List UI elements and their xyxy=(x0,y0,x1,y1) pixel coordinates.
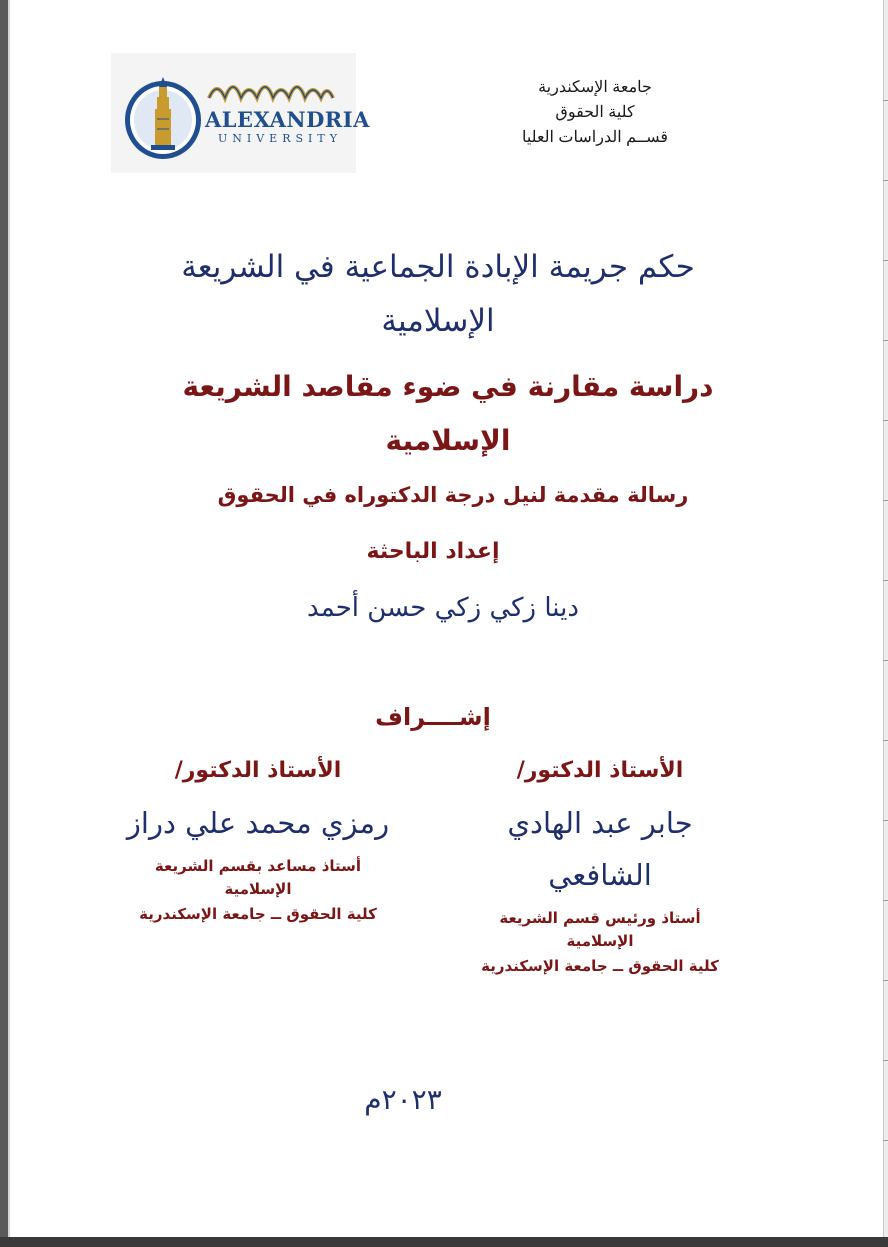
supervisor-2-name: رمزي محمد علي دراز xyxy=(126,806,390,840)
ruler-tick xyxy=(883,1140,888,1141)
university-name: جامعة الإسكندرية xyxy=(538,79,652,96)
ruler-tick xyxy=(883,740,888,741)
supervisor-1-faculty: كلية الحقوق ــ جامعة الإسكندرية xyxy=(481,957,719,975)
supervisor-1-role-line1: أستاذ ورئيس قسم الشريعة xyxy=(499,909,701,927)
supervisor-1-name-line1: جابر عبد الهادي xyxy=(507,806,693,840)
supervisor-1 xyxy=(435,755,765,979)
supervisor-2-role-line2: الإسلامية xyxy=(224,880,292,898)
ruler-tick xyxy=(883,900,888,901)
thesis-title-line2: الإسلامية xyxy=(381,303,495,339)
ruler-tick xyxy=(883,580,888,581)
thesis-title-line1: حكم جريمة الإبادة الجماعية في الشريعة xyxy=(181,249,695,285)
thesis-subtitle-line2: الإسلامية xyxy=(385,424,511,457)
ruler-tick xyxy=(883,340,888,341)
ruler-tick xyxy=(883,660,888,661)
ruler-tick xyxy=(883,260,888,261)
thesis-subtitle xyxy=(148,360,748,468)
prepared-by-label: إعداد الباحثة xyxy=(366,539,500,564)
supervisor-2-faculty: كلية الحقوق ــ جامعة الإسكندرية xyxy=(139,905,377,923)
department-name: قســم الدراسات العليا xyxy=(521,129,669,146)
researcher-name: دينا زكي زكي حسن أحمد xyxy=(307,593,579,623)
degree-statement: رسالة مقدمة لنيل درجة الدكتوراه في الحقوق xyxy=(217,483,689,507)
thesis-year: ٢٠٢٣م xyxy=(364,1083,442,1116)
ruler-tick xyxy=(883,820,888,821)
thesis-subtitle-line1: دراسة مقارنة في ضوء مقاصد الشريعة xyxy=(182,370,714,403)
institution-header xyxy=(485,75,705,150)
logo-arabic-text xyxy=(207,69,353,70)
ruler-tick xyxy=(883,180,888,181)
window-bottom-bar xyxy=(0,1237,888,1247)
thesis-title xyxy=(138,240,738,348)
vertical-ruler xyxy=(883,0,888,1237)
ruler-tick xyxy=(883,100,888,101)
window-left-border xyxy=(0,0,8,1247)
supervisor-2-title: الأستاذ الدكتور/ xyxy=(174,758,342,783)
supervisor-1-name-line2: الشافعي xyxy=(548,858,652,892)
university-logo xyxy=(111,53,370,173)
logo-english-name: ALEXANDRIA xyxy=(205,107,370,132)
ruler-tick xyxy=(883,980,888,981)
supervisor-2 xyxy=(88,755,428,927)
supervisor-1-title: الأستاذ الدكتور/ xyxy=(516,758,684,783)
logo-english-sub: UNIVERSITY xyxy=(218,132,342,145)
document-page xyxy=(10,0,883,1237)
ruler-tick xyxy=(883,420,888,421)
supervisor-1-role-line2: الإسلامية xyxy=(566,932,634,950)
faculty-name: كلية الحقوق xyxy=(555,104,635,121)
supervision-label: إشــــراف xyxy=(375,703,491,731)
ruler-tick xyxy=(883,1060,888,1061)
supervisor-2-role-line1: أستاذ مساعد بقسم الشريعة xyxy=(154,857,362,875)
ruler-tick xyxy=(883,500,888,501)
